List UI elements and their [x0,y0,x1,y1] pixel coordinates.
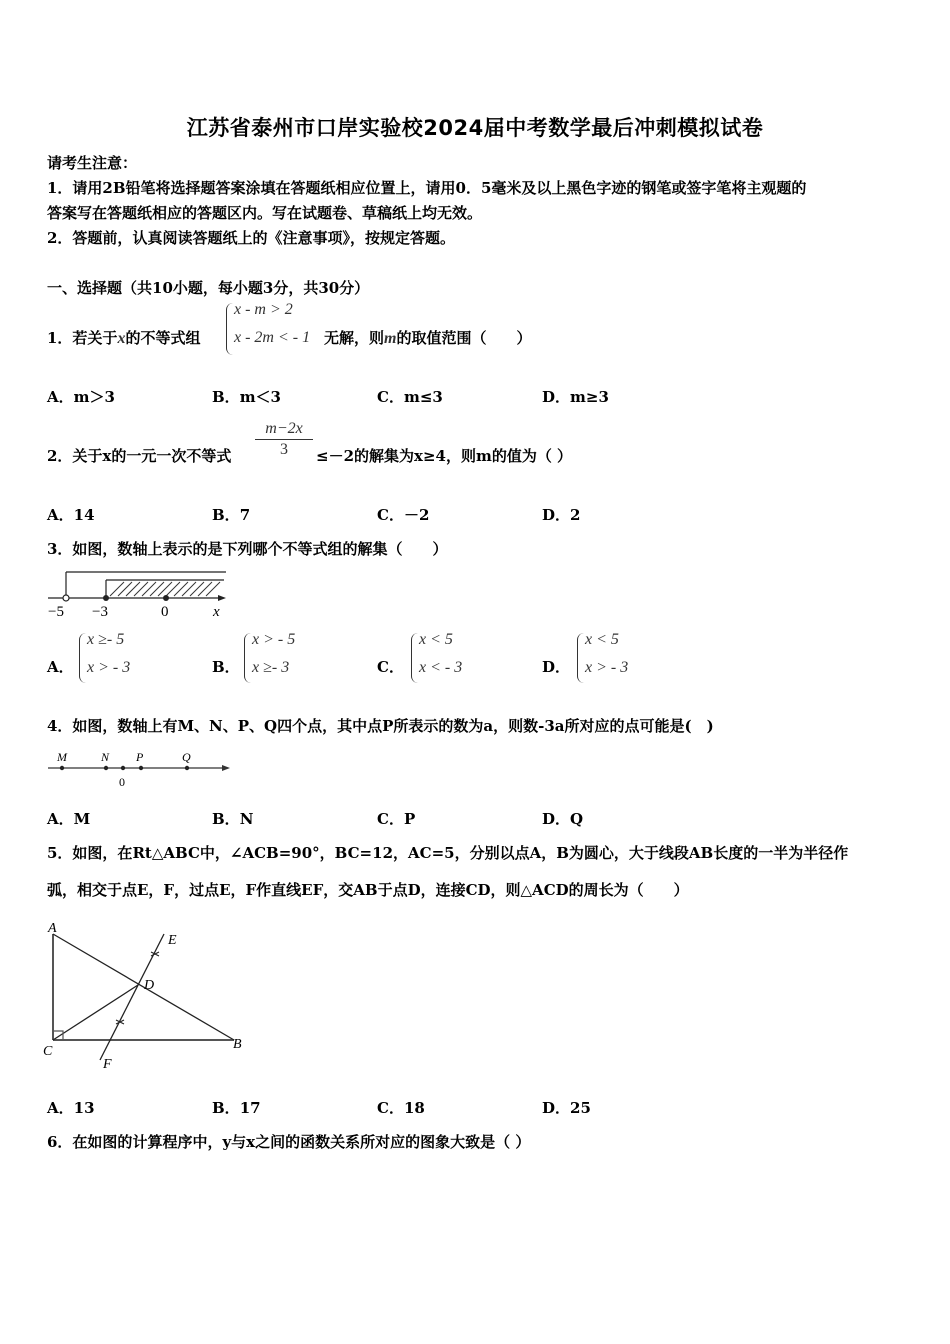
q1-suffix-b: 的取值范围（ ） [396,329,532,347]
q5-option-b: B．17 [212,1099,261,1117]
q5-triangle-figure [40,920,252,1075]
q5-label-e: E [168,933,177,948]
q4-option-c: C．P [377,810,416,828]
q4-point-m [60,766,64,770]
q4-axis-arrow [222,765,230,771]
q3-number-line-figure [44,566,230,622]
q3-option-d-letter: D． [542,658,571,676]
q5-option-c: C．18 [377,1099,425,1117]
q5-label-b: B [233,1037,242,1052]
q3-option-a-system: x ≥- 5 x > - 3 [79,631,169,685]
q2-fraction-numerator: m−2x [265,420,303,437]
q4-label-p: P [136,750,144,764]
q2-option-a: A．14 [47,506,95,524]
q5-option-a: A．13 [47,1099,95,1117]
q4-option-a: A．M [47,810,91,828]
q3-label-neg3: −3 [92,604,108,620]
q4-point-q [185,766,189,770]
q5-option-d: D．25 [542,1099,591,1117]
q2-prefix: 2．关于x的一元一次不等式 [47,447,232,465]
q3-label-neg5: −5 [48,604,64,620]
q6-text: 6．在如图的计算程序中，y与x之间的函数关系所对应的图象大致是（ ） [47,1133,531,1151]
q2-option-d: D．2 [542,506,581,524]
q3-label-zero: 0 [161,604,169,620]
q5-segment-cd [53,985,138,1040]
q4-option-d: D．Q [542,810,584,828]
q1-prefix: 1．若关于 [47,329,118,347]
q1-var-m: m [384,330,397,347]
q1-middle: 的不等式组 [125,329,201,347]
q3-zero-point [163,595,169,601]
q3-option-b-system: x > - 5 x ≥- 3 [244,631,334,685]
q4-point-n [104,766,108,770]
q1-system-row-1: x - m > 2 [234,301,293,318]
q4-point-zero [121,766,125,770]
q3-option-d-system: x < 5 x > - 3 [577,631,667,685]
q2-fraction-denominator: 3 [280,441,288,458]
q1-option-d: D．m≥3 [542,388,609,406]
q1-option-c: C．m≤3 [377,388,443,406]
q3-text: 3．如图，数轴上表示的是下列哪个不等式组的解集（ ） [47,540,448,558]
q4-option-b: B．N [212,810,254,828]
q4-label-m: M [57,750,67,764]
q5-line-2: 弧，相交于点E，F，过点E，F作直线EF，交AB于点D，连接CD，则△ACD的周长为（ ） [47,881,689,899]
q3-option-a-letter: A． [47,658,74,676]
q3-option-b-letter: B． [212,658,240,676]
q2-option-c: C．－2 [377,506,430,524]
q3-option-c-letter: C． [377,658,404,676]
notice-line-2: 答案写在答题纸相应的答题区内。写在试题卷、草稿纸上均无效。 [47,204,483,222]
q2-fraction [255,420,313,459]
q3-axis-arrow [218,595,226,601]
q4-point-p [139,766,143,770]
notice-line-1: 1．请用2B铅笔将选择题答案涂填在答题纸相应位置上，请用0．5毫米及以上黑色字迹的钢笔或签字笔将主观题的 [47,179,807,197]
q5-line-1: 5．如图，在Rt△ABC中，∠ACB=90°，BC=12，AC=5，分别以点A，B为圆心，大于线段AB长度的一半为半径作 [47,844,849,862]
q5-label-f: F [103,1057,112,1072]
q2-option-b: B．7 [212,506,251,524]
q3-open-point [63,595,69,601]
q3-option-c-system: x < 5 x < - 3 [411,631,501,685]
q5-label-a: A [48,921,57,936]
q4-number-line-figure [44,748,234,790]
q5-label-d: D [144,978,155,993]
q1-system-row-2: x - 2m < - 1 [234,329,311,346]
q1-suffix-a: 无解，则 [324,329,385,347]
q4-text: 4．如图，数轴上有M、N、P、Q四个点，其中点P所表示的数为a，则数-3a所对应的点可能是( ) [47,717,714,735]
page-title: 江苏省泰州市口岸实验校2024届中考数学最后冲刺模拟试卷 [186,116,764,140]
notice-heading: 请考生注意： [47,154,138,172]
q1-var-x: x [117,330,126,347]
q3-hatch [110,582,220,596]
q1-option-b: B．m＜3 [212,388,281,406]
q2-suffix: ≤－2的解集为x≥4，则m的值为（ ） [316,447,573,465]
q1-option-a: A．m＞3 [47,388,115,406]
q3-label-x: x [213,604,220,620]
notice-line-3: 2．答题前，认真阅读答题纸上的《注意事项》，按规定答题。 [47,229,455,247]
q5-line-ef [100,934,164,1060]
q5-label-c: C [43,1044,53,1059]
q4-label-q: Q [182,750,191,764]
q1-inequality-system [226,301,326,357]
q3-closed-point [103,595,109,601]
section-heading: 一、选择题（共10小题，每小题3分，共30分） [47,279,370,297]
q4-label-n: N [101,750,110,764]
q4-label-zero: 0 [119,775,125,789]
